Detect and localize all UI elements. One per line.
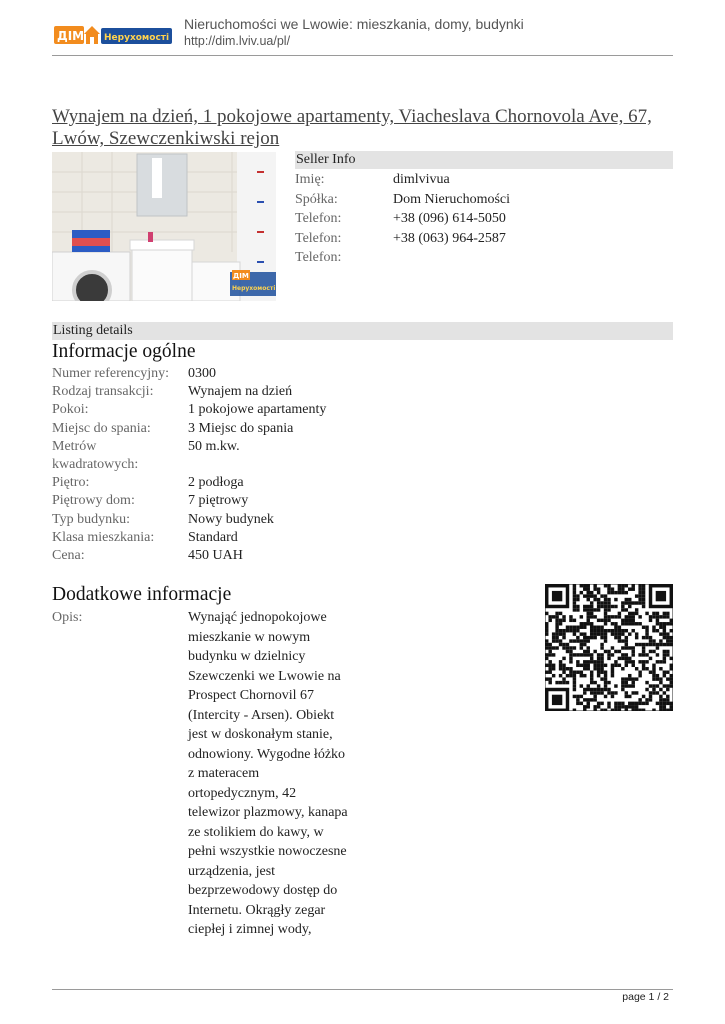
detail-value: Standard	[188, 529, 238, 545]
seller-row	[295, 209, 510, 229]
seller-label: Imię:	[295, 172, 325, 187]
extra-info-title: Dodatkowe informacje	[52, 584, 232, 605]
detail-row	[52, 511, 382, 529]
detail-label: Metrów kwadratowych:	[52, 438, 139, 473]
detail-row	[52, 401, 382, 419]
page-number: page 1 / 2	[622, 991, 669, 1003]
general-info-title: Informacje ogólne	[52, 341, 196, 362]
seller-value: Dom Nieruchomości	[393, 191, 511, 207]
seller-label: Spółka:	[295, 191, 338, 207]
detail-row	[52, 420, 382, 438]
seller-row	[295, 190, 510, 210]
svg-text:ДІМ: ДІМ	[233, 272, 249, 280]
detail-label: Typ budynku:	[52, 511, 130, 527]
detail-value: 2 podłoga	[188, 475, 244, 491]
detail-label: Rodzaj transakcji:	[52, 384, 154, 400]
listing-photo[interactable]	[52, 152, 276, 301]
detail-value: 3 Miejsc do spania	[188, 420, 294, 436]
page-header	[52, 14, 673, 56]
detail-label: Miejsc do spania:	[52, 420, 151, 436]
bathroom-photo	[52, 152, 276, 301]
svg-text:Нерухомості: Нерухомості	[104, 33, 170, 43]
description-label: Opis:	[52, 610, 83, 625]
detail-value: 450 UAH	[188, 548, 243, 564]
seller-value: dimlvivua	[393, 172, 450, 187]
detail-value: 50 m.kw.	[188, 438, 240, 454]
seller-row	[295, 248, 510, 268]
detail-label: Numer referencyjny:	[52, 366, 169, 381]
site-url[interactable]: http://dim.lviv.ua/pl/	[184, 34, 291, 48]
detail-label: Pokoi:	[52, 402, 89, 418]
detail-value: 0300	[188, 366, 216, 381]
detail-label: Cena:	[52, 548, 85, 564]
listing-details-header: Listing details	[52, 322, 673, 340]
detail-label: Piętro:	[52, 475, 90, 491]
seller-label: Telefon:	[295, 230, 342, 246]
detail-row	[52, 529, 382, 547]
seller-label: Telefon:	[295, 211, 342, 226]
detail-label: Piętrowy dom:	[52, 493, 135, 509]
seller-phone[interactable]: +38 (096) 614-5050	[393, 211, 506, 226]
detail-value: Wynajem na dzień	[188, 384, 293, 400]
detail-row	[52, 383, 382, 401]
detail-row	[52, 474, 382, 492]
svg-text:Нерухомості: Нерухомості	[232, 285, 276, 292]
seller-row	[295, 170, 510, 190]
detail-value: Nowy budynek	[188, 511, 274, 527]
detail-value: 7 piętrowy	[188, 493, 249, 509]
detail-label: Klasa mieszkania:	[52, 529, 155, 545]
seller-info-table	[295, 170, 510, 268]
footer-divider	[52, 989, 673, 990]
site-title: Nieruchomości we Lwowie: mieszkania, domy, budynki	[184, 16, 524, 32]
seller-phone[interactable]: +38 (063) 964-2587	[393, 230, 506, 246]
detail-row	[52, 365, 382, 383]
seller-info-header: Seller Info	[295, 151, 673, 169]
description-text: Wynająć jednopokojowe mieszkanie w nowym budynku w dzielnicy Szewczenki we Lwowie na Prospect Chornovil 67 (Intercity - Arsen). Obiekt jest w doskonałym stanie, odnowiony. Wygodne łóżko z materacem ortopedycznym, 42 telewizor plazmowy, kanapa ze stolikiem do kawy, w pełni wszystkie nowoczesne urządzenia, jest bezprzewodowy dostęp do Internetu. Okrągły zegar ciepłej i zimnej wody,	[188, 610, 348, 937]
seller-row	[295, 229, 510, 249]
listing-title[interactable]: Wynajem na dzień, 1 pokojowe apartamenty, Viacheslava Chornovola Ave, 67, Lwów, Szewczenkiwski rejon	[52, 106, 652, 149]
detail-row	[52, 492, 382, 510]
qr-code[interactable]	[545, 584, 673, 711]
general-info-table	[52, 365, 382, 565]
extra-info-table	[52, 608, 348, 940]
svg-text:ДІМ: ДІМ	[57, 29, 85, 43]
seller-label: Telefon:	[295, 250, 342, 265]
detail-row	[52, 547, 382, 565]
detail-row	[52, 438, 382, 474]
detail-value: 1 pokojowe apartamenty	[188, 402, 327, 418]
site-logo[interactable]	[54, 24, 172, 46]
